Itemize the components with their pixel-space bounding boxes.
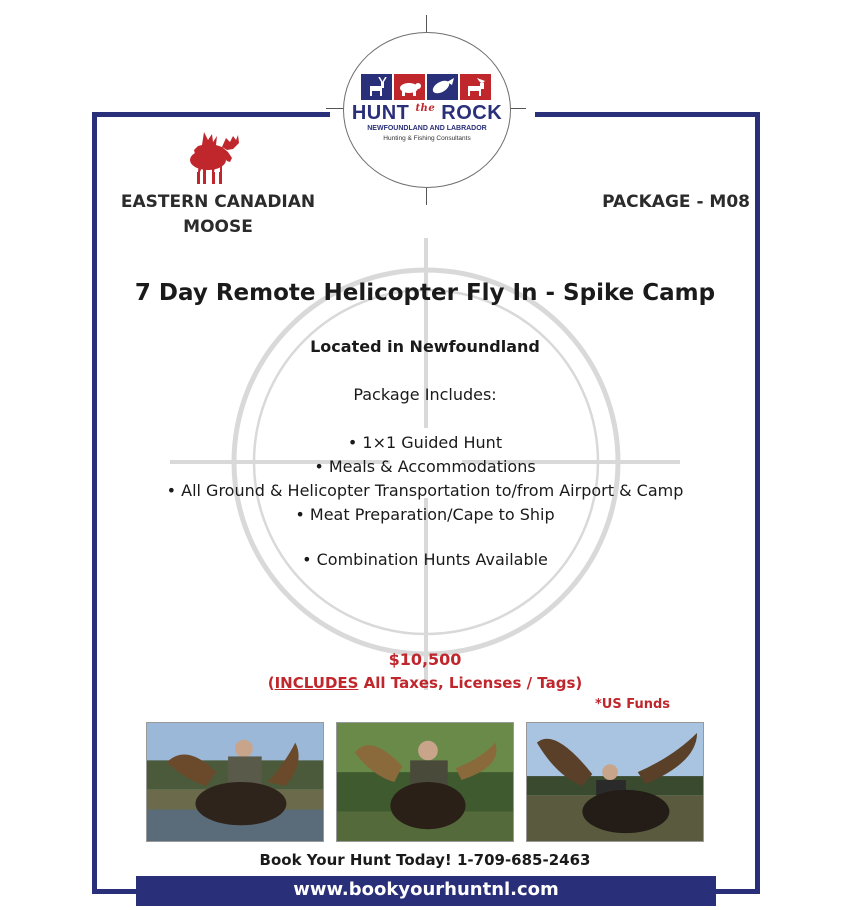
species-line-2: MOOSE	[183, 217, 253, 237]
booking-call-to-action: Book Your Hunt Today! 1-709-685-2463	[259, 851, 591, 869]
species-line-1: EASTERN CANADIAN	[120, 192, 316, 212]
hunter-with-moose-photo-3	[526, 722, 704, 842]
caribou-icon	[361, 74, 392, 100]
list-item: • Meals & Accommodations	[314, 457, 536, 476]
hunter-with-moose-photo-2	[336, 722, 514, 842]
currency-note: *US Funds	[594, 697, 670, 712]
includes-list	[0, 431, 850, 527]
combination-hunts-note: • Combination Hunts Available	[302, 550, 548, 569]
location-text: Located in Newfoundland	[310, 337, 540, 356]
list-item: • All Ground & Helicopter Transportation to/from Airport & Camp	[166, 481, 684, 500]
logo	[343, 32, 511, 188]
price: $10,500	[388, 650, 462, 669]
hunter-with-moose-photo-1	[146, 722, 324, 842]
moose-icon	[186, 128, 246, 186]
fish-icon	[427, 74, 458, 100]
price-note	[0, 674, 850, 692]
price-note-rest: All Taxes, Licenses / Tags)	[358, 674, 583, 692]
website-banner	[136, 876, 716, 906]
logo-tagline: Hunting & Fishing Consultants	[383, 135, 471, 142]
species-title	[100, 190, 336, 240]
includes-label: Package Includes:	[353, 385, 497, 404]
package-headline: 7 Day Remote Helicopter Fly In - Spike Camp	[134, 280, 716, 306]
logo-title-rock: ROCK	[441, 102, 503, 124]
logo-subtitle: NEWFOUNDLAND AND LABRADOR	[367, 125, 487, 132]
price-note-emphasis: INCLUDES	[274, 674, 359, 692]
bear-icon	[394, 74, 425, 100]
logo-title-hunt: HUNT	[351, 102, 410, 124]
price-note-open: (	[267, 674, 275, 692]
logo-title-the: the	[415, 103, 436, 114]
website-link[interactable]: www.bookyourhuntnl.com	[293, 879, 559, 900]
moose-icon	[460, 74, 491, 100]
logo-title	[343, 102, 511, 125]
list-item: • Meat Preparation/Cape to Ship	[295, 505, 555, 524]
list-item: • 1×1 Guided Hunt	[347, 433, 503, 452]
logo-animal-tiles	[361, 74, 491, 100]
package-code: PACKAGE - M08	[602, 192, 750, 212]
